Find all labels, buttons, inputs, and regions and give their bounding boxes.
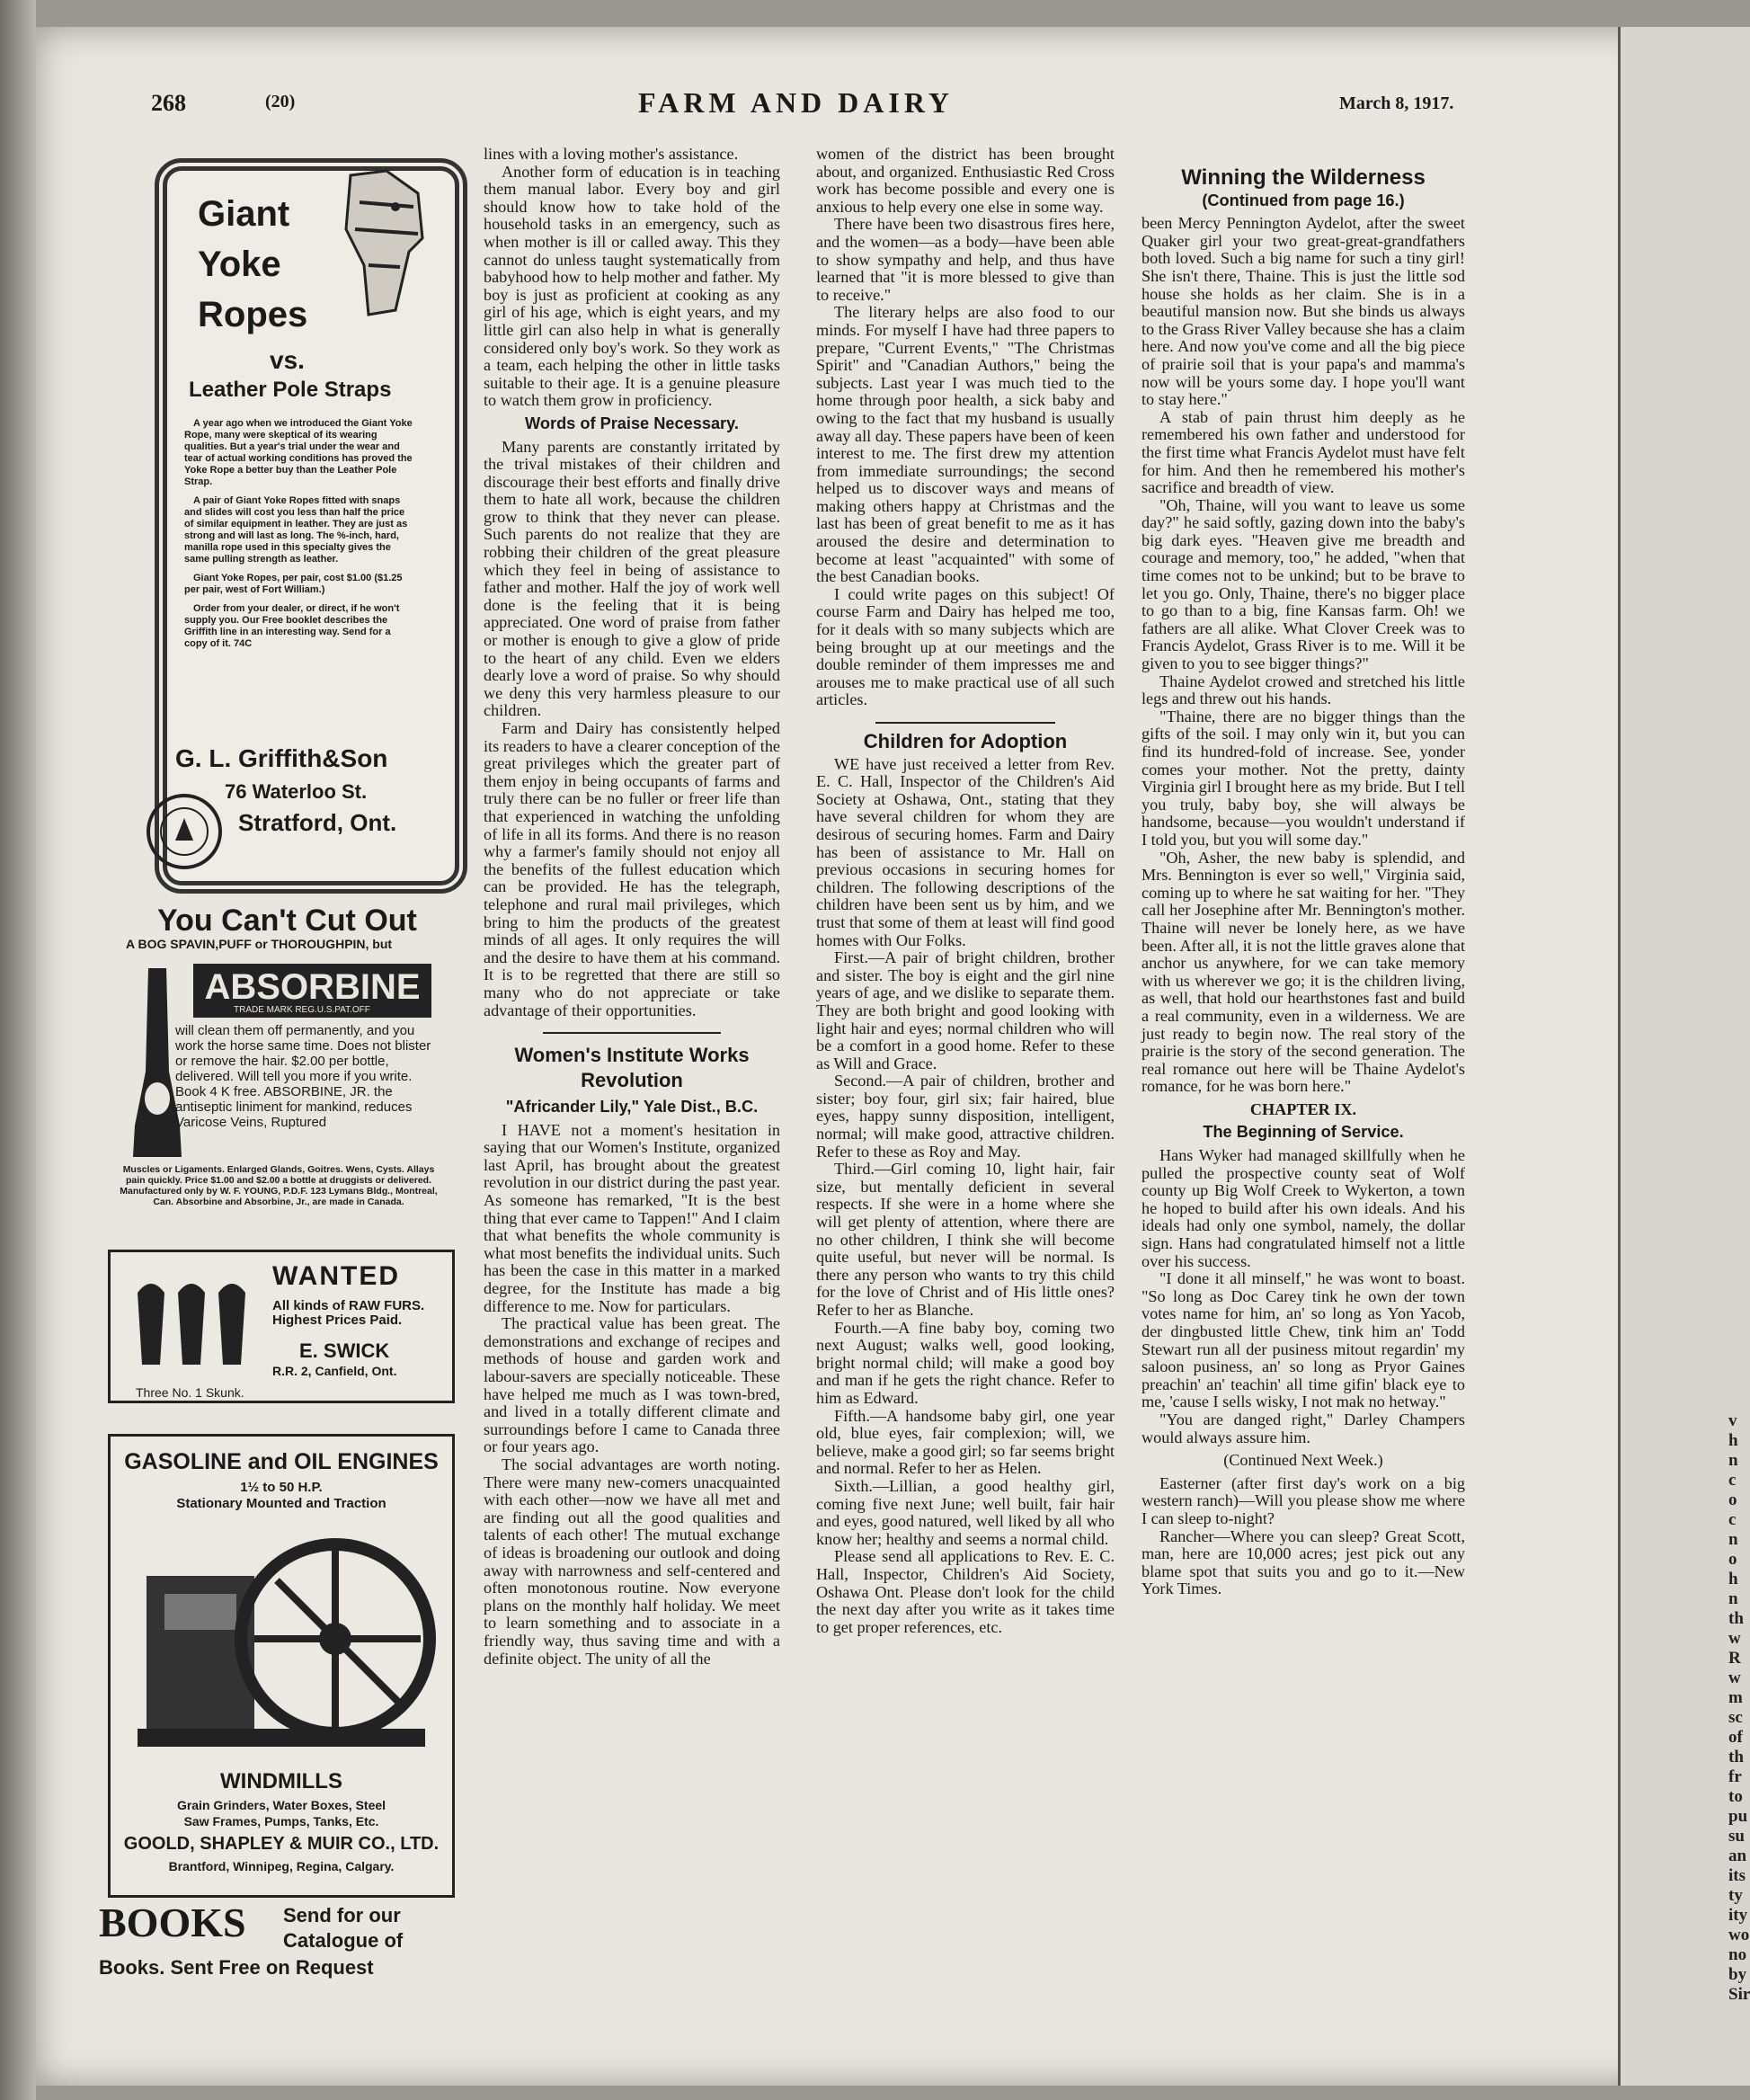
adjacent-page-fragment: Sir (1728, 1985, 1750, 2004)
gasoline-engines-ad (108, 1434, 455, 1898)
adjacent-page-fragment: c (1728, 1471, 1737, 1490)
gas-products-1: Grain Grinders, Water Boxes, Steel (176, 1798, 386, 1812)
gas-cities: Brantford, Winnipeg, Regina, Calgary. (168, 1859, 395, 1873)
wanted-title: WANTED (272, 1261, 400, 1291)
yoke-subtitle: Leather Pole Straps (189, 378, 392, 402)
section-heading: Words of Praise Necessary. (525, 414, 739, 432)
adjacent-page-fragment: to (1728, 1787, 1743, 1806)
yoke-body-paragraph: Giant Yoke Ropes, per pair, cost $1.00 ($1.25 per pair, west of Fort William.) (184, 573, 403, 595)
absorbine-subheadline: A BOG SPAVIN,PUFF or THOROUGHPIN, but (126, 937, 393, 951)
griffith-seal-icon (144, 791, 225, 872)
yoke-ad-body (184, 418, 413, 657)
gas-firm: GOOLD, SHAPLEY & MUIR CO., LTD. (123, 1834, 440, 1854)
article-heading: Children for Adoption (863, 730, 1068, 752)
paragraph: Many parents are constantly irritated by the trival mistakes of their children and discourage their best efforts and finally drive them to hate all work, because the children grow to think that they never can please. Such parents do not realize that they are robbing their children of the great pleasure which they feel in being of assistance to father and mother. Half the joy of work well done is the feeling that it is being appreciated. One word of praise from father or mother is enough to give a glow of pride to the heart of any child. Even we elders dearly love a word of praise. So why should we deny this very harmless pleasure to our children. (484, 437, 780, 720)
paragraph: First.—A pair of bright children, brother and sister. The boy is eight and the girl nine years of age, and we dislike to separate them. They are both bright and good looking with light hair and eyes; normal children who will be a comfort in a good home. Refer to these as Will and Grace. (816, 948, 1115, 1072)
adjacent-page-fragment: v (1728, 1411, 1737, 1430)
article-heading: Women's Institute Works Revolution (514, 1044, 750, 1092)
books-title: BOOKS (99, 1900, 246, 1945)
adjacent-page-fragment: of (1728, 1728, 1743, 1747)
paragraph: There have been two disastrous fires here, and the women—as a body—have been able to show sympathy and help, and thus have learned that "it is more blessed to give than to receive." (816, 215, 1115, 304)
chapter-title: The Beginning of Service. (1203, 1123, 1404, 1142)
yoke-city: Stratford, Ont. (238, 809, 397, 836)
paragraph: "Thaine, there are no bigger things than the gifts of the soil. I may only win it, but you can find its hundred-fold of increase. See, yonder comes your mother. Not the pretty, dainty Virginia girl I brought here as my bride. But I tell you truly, baby boy, she will always be handsome, because—you wouldn't understand if I told you, but you will some day." (1141, 707, 1465, 849)
paragraph: Farm and Dairy has consistently helped its readers to have a clearer conception of the great privileges which the greater part of them enjoy in being occupants of farms and truly there can be no fuller or freer life than that experienced in watching the unfolding of life in all its forms. And there is no reason why a farmer's family should not enjoy all the benefits of the fullest education which can be provided. He has the telegraph, telephone and rural mail privileges, which bring to him the products of the greatest minds of all ages. It only requires the will and the desire to have them at his command. It is to be regretted that there are still so many who do not appreciate or take advantage of their opportunities. (484, 719, 780, 1019)
adjacent-page-fragment: su (1728, 1827, 1745, 1846)
yoke-ad-title (198, 189, 307, 340)
adjacent-page-fragment: m (1728, 1688, 1743, 1707)
gas-range: 1½ to 50 H.P. (240, 1480, 323, 1495)
paragraph: Another form of education is in teaching them manual labor. Every boy and girl should know how to take hold of the household tasks in an emergency, such as when mother is ill or called away. This they cannot do unless taught systematically from babyhood how to help mother and father. My boy is just as proficient at cooking as any girl of his age, which is eight years, and my little girl can also help in what is generally considered only boy's work. So they work as a team, each helping the other in little tasks suitable to their age. It is a genuine pleasure to watch them grow in proficiency. (484, 162, 780, 410)
absorbine-fineprint: Muscles or Ligaments. Enlarged Glands, Goitres. Wens, Cysts. Allays pain quickly. Price $1.00 and $2.00 a bottle at druggists or delivered. Manufactured only by W. F. YOUNG, P.D.F. 123 Lymans Bldg., Montreal, Can. Absorbine and Absorbine, Jr., are made in Canada. (120, 1164, 438, 1207)
adjacent-page-fragment: R (1728, 1649, 1741, 1668)
paragraph: WE have just received a letter from Rev. E. C. Hall, Inspector of the Children's Aid Society at Oshawa, Ont., stating that they have several children for whom they are desirous of securing homes. Farm and Dairy has been of assistance to Mr. Hall on previous occasions in securing homes for children. The following descriptions of the children have been sent us by him, and we trust that some of them at least will find good homes with Our Folks. (816, 754, 1115, 949)
adjacent-page-fragment: ity (1728, 1906, 1748, 1925)
continued-next-note: (Continued Next Week.) (1223, 1451, 1383, 1470)
adjacent-page-fragment: sc (1728, 1708, 1743, 1727)
yoke-title-line: Giant (198, 194, 290, 234)
paragraph: The practical value has been great. The demonstrations and exchange of recipes and methods of house and garden work and labour-savers are specially noticeable. These have helped me much as I was town-bred, and lived in a totally different climate and surroundings before I came to Canada three or four years ago. (484, 1314, 780, 1456)
books-line: Send for our (283, 1904, 401, 1926)
continuation-note: (Continued from page 16.) (1202, 191, 1405, 209)
yoke-body-paragraph: A pair of Giant Yoke Ropes fitted with snaps and slides will cost you less than half the price of similar equipment in leather. They are just as strong and will last as long. The %-inch, hard, manilla rope used in this specialty gives the same pulling strength as leather. (184, 495, 408, 565)
yoke-body-paragraph: Order from your dealer, or direct, if he won't supply you. Our Free booklet describes the Griffith line in an interesting way. Send for a copy of it. 74C (184, 603, 400, 649)
adjacent-page-edge (1618, 27, 1750, 2086)
paragraph: I could write pages on this subject! Of course Farm and Dairy has helped me too, for it deals with so many subjects which are being brought up at our meetings and the double reminder of them impresses me and arouses me to make practical use of all such articles. (816, 584, 1115, 709)
adjacent-page-fragment: wo (1728, 1926, 1750, 1944)
adjacent-page-fragment: ty (1728, 1886, 1743, 1905)
chapter-number: CHAPTER IX. (1249, 1099, 1357, 1118)
gas-windmills: WINDMILLS (220, 1769, 342, 1793)
adjacent-page-fragment: c (1728, 1510, 1737, 1529)
adjacent-page-fragment: o (1728, 1550, 1737, 1569)
paragraph: "Oh, Thaine, will you want to leave us some day?" he said softly, gazing down into the baby's big dark eyes. "Heaven give me breadth and courage and memory, too," he added, "when that time comes not to be unkind; but to be brave to let you go. Only, Thaine, there's no bigger place to go than to a big, fine Kansas farm. Oh! we fathers are all alike. What Clover Creek was to Francis Aydelot, Grass River is to me. Will it be given to you to see bigger things?" (1141, 495, 1465, 673)
scan-margin (0, 0, 36, 2100)
paragraph: Fifth.—A handsome baby girl, one year old, blue eyes, fair complexion; will, we believe, make a good girl; so far seems bright and normal. Refer to her as Helen. (816, 1406, 1115, 1478)
adjacent-page-fragment: th (1728, 1609, 1744, 1628)
adjacent-page-fragment: h (1728, 1570, 1738, 1588)
page-header (99, 79, 1465, 124)
issue-number: (20) (265, 92, 296, 111)
issue-date: March 8, 1917. (1339, 93, 1454, 113)
paragraph: Second.—A pair of children, brother and sister; boy four, girl six; fair haired, blue eyes, happy sunny disposition, intelligent, normal; will make good, attractive children. Refer to these as Roy and May. (816, 1072, 1115, 1161)
adjacent-page-fragment: th (1728, 1748, 1744, 1766)
paragraph: women of the district has been brought about, and organized. Enthusiastic Red Cross work has become possible and every one is anxious to help every one else in some way. (816, 145, 1115, 216)
wanted-body: All kinds of RAW FURS. Highest Prices Paid. (272, 1298, 425, 1328)
paper-title: FARM AND DAIRY (638, 86, 954, 119)
adjacent-page-fragment: o (1728, 1490, 1737, 1509)
wanted-address: R.R. 2, Canfield, Ont. (272, 1364, 397, 1378)
books-ad (99, 1899, 454, 1989)
fur-pelts-icon (129, 1275, 263, 1374)
paragraph: Easterner (after first day's work on a big western ranch)—Will you please show me where I can sleep to-night? (1141, 1473, 1465, 1527)
adjacent-page-fragment: n (1728, 1530, 1738, 1549)
adjacent-page-fragment: w (1728, 1629, 1741, 1648)
books-line: Books. Sent Free on Request (99, 1956, 374, 1979)
paragraph: lines with a loving mother's assistance. (484, 145, 739, 163)
paragraph: Hans Wyker had managed skillfully when he pulled the prospective county seat of Wolf county up Big Wolf Creek to Wykerton, a town he hoped to build after his own ideals. And his ideals had only one symbol, namely, the dollar sign. Hans had congratulated himself not a little over his success. (1141, 1146, 1465, 1270)
paragraph: "You are danged right," Darley Champers would always assure him. (1141, 1410, 1465, 1446)
divider (875, 722, 1054, 724)
adjacent-page-fragment: by (1728, 1965, 1747, 1984)
yoke-title-line: Yoke (198, 245, 281, 284)
adjacent-page-fragment: n (1728, 1451, 1738, 1470)
paragraph: "I done it all minself," he was wont to boast. "So long as Doc Carey tink he own der town votes name for him, an' so long as Yon Yacob, der dingbusted little Chew, tink him an' Todd Stewart run all der pusiness mitout regardin' my saloon pusiness, an' so long as Pryor Gaines preachin' an' teachin' all time gifin' black eye to me, 'cause I sells wisky, I not mak no hetway." (1141, 1269, 1465, 1411)
paragraph: been Mercy Pennington Aydelot, after the sweet Quaker girl your two great-great-grandfathers both loved. Such a big name for such a tiny girl! She isn't there, Thaine. This is just the little sod house she holds as her claim. She is in a beautiful mansion now. But she binds us always to the Grass River Valley because she has a claim here. And now you've come and all the big piece of prairie soil that is your papa's and mamma's now will be yours some day. I hope you'll want to stay here." (1141, 214, 1465, 409)
article-column-3 (816, 146, 1115, 1636)
wanted-footer: Three No. 1 Skunk. (136, 1385, 244, 1400)
paragraph: Please send all applications to Rev. E. C. Hall, Inspector, Children's Aid Society, Oshawa Ont. Please don't look for the child the next day after you write as it takes time to get proper references, etc. (816, 1547, 1115, 1636)
absorbine-trademark: TRADE MARK REG.U.S.PAT.OFF (234, 1005, 370, 1015)
gas-products-2: Saw Frames, Pumps, Tanks, Etc. (183, 1814, 379, 1829)
absorbine-brand: ABSORBINE (193, 964, 431, 1018)
absorbine-body: will clean them off permanently, and you work the horse same time. Does not blister or remove the hair. $2.00 per bottle, delivered. Will tell you more if you write. Book 4 K free. ABSORBINE, JR. the antiseptic liniment for mankind, reduces Varicose Veins, Ruptured (175, 1023, 431, 1130)
adjacent-page-fragment: w (1728, 1668, 1741, 1687)
wanted-furs-ad (108, 1250, 455, 1403)
adjacent-page-fragment: pu (1728, 1807, 1748, 1826)
yoke-address: 76 Waterloo St. (225, 780, 368, 803)
paragraph: I HAVE not a moment's hesitation in saying that our Women's Institute, organized last April, has brought about the greatest revolution in our district during the past year. As someone has remarked, "It is the best thing that ever came to Tappen!" And I claim that what benefits the whole community is what most benefits the individual units. Such has been the case in this matter in a marked degree, for the Institute has made a big difference to me. Now for particulars. (484, 1120, 780, 1315)
paragraph: "Oh, Asher, the new baby is splendid, and Mrs. Bennington is ever so well," Virginia said, coming up to where he sat waiting for her. "They call her Josephine after Mr. Bennington's mother. Thaine will never be lonely here, as we have been. After all, it is not the little graves alone that anchor us anywhere, for we can take memory with us wherever we go; it is the children living, as well, that hold our hearthstones fast and build a real community, even in a wilderness. We are just ready to begin now. The real story of the prairie is the story of the second generation. The real romance out here will be Thaine Aydelot's romance, for he was born here." (1141, 848, 1465, 1096)
adjacent-page-fragment: fr (1728, 1767, 1742, 1786)
article-column-4 (1141, 164, 1465, 1598)
gas-title: GASOLINE and OIL ENGINES (124, 1449, 439, 1474)
paragraph: The social advantages are worth noting. There were many new-comers unacquainted with each other—now we have all met and are finding out all the good qualities and talents of each other! The mutual exchange of ideas is broadening our outlook and doing away with narrowness and self-centered and often monotonous routine. Now everyone plans on the monthly half holiday. We meet to learn something and to associate in a friendly way, thus saving time and with a definite object. The unity of all the (484, 1455, 780, 1668)
paragraph: A stab of pain thrust him deeply as he remembered his own father and understood for the first time what Francis Aydelot must have felt for him. And then he remembered his mother's sacrifice and breadth of view. (1141, 407, 1465, 497)
byline: "Africander Lily," Yale Dist., B.C. (505, 1098, 759, 1117)
adjacent-page-fragment: its (1728, 1866, 1746, 1885)
wanted-name: E. SWICK (299, 1339, 390, 1362)
adjacent-page-fragment: no (1728, 1945, 1747, 1964)
adjacent-page-fragment: n (1728, 1589, 1738, 1608)
paragraph: Thaine Aydelot crowed and stretched his little legs and threw out his hands. (1141, 672, 1465, 708)
yoke-firm: G. L. Griffith&Son (175, 744, 388, 772)
article-heading: Winning the Wilderness (1181, 165, 1426, 190)
yoke-body-paragraph: A year ago when we introduced the Giant Yoke Rope, many were skeptical of its wearing qualities. But a year's trial under the wear and tear of actual working conditions has proved the Yoke Rope a better buy than the Leather Pole Strap. (184, 418, 413, 487)
paragraph: Sixth.—Lillian, a good healthy girl, coming five next June; well built, fair hair and eyes, good natured, well liked by all who know her; healthy and seems a normal child. (816, 1476, 1115, 1548)
gas-types: Stationary Mounted and Traction (176, 1496, 386, 1511)
paragraph: The literary helps are also food to our minds. For myself I have had three papers to prepare, "Current Events," "The Christmas Spirit" and "Canadian Authors," being the subjects. Last year I was much tied to the home through poor health, a sick baby and owing to the fact that my husband is usually away all day. These papers have been of keen interest to me. The first drew my attention from immediate surroundings; the second helped us to discover ways and means of making others happy at Christmas and the last has been of great benefit to me as it has aroused the desire and determination to become at least "acquainted" with some of the best Canadian books. (816, 303, 1115, 586)
article-column-2 (484, 146, 780, 1668)
paragraph: Fourth.—A fine baby boy, coming two next August; walks well, good looking, bright normal child; will make a good boy and man if he gets the right chance. Refer to him as Edward. (816, 1318, 1115, 1407)
adjacent-page-fragment: an (1728, 1846, 1747, 1865)
books-line: Catalogue of (283, 1929, 404, 1952)
yoke-vs: vs. (270, 346, 305, 374)
yoke-title-line: Ropes (198, 295, 308, 334)
absorbine-headline: You Can't Cut Out (157, 903, 417, 938)
gasoline-engine-icon (129, 1522, 434, 1756)
horse-head-icon (333, 166, 431, 324)
paragraph: Rancher—Where you can sleep? Great Scott, man, here are 10,000 acres; jest pick out any blame spot that suits you and go to it.—New York Times. (1141, 1526, 1465, 1598)
paragraph: Third.—Girl coming 10, light hair, fair size, but mentally deficient in several respects. If she were in a home where she will get plenty of attention, where there are no other children, I think she will become quite useful, but never will be normal. Is there any person who wants to try this child for the love of Christ and of His little ones? Refer to her as Blanche. (816, 1160, 1115, 1319)
divider (543, 1032, 721, 1034)
adjacent-page-fragment: h (1728, 1431, 1738, 1450)
page-number: 268 (151, 90, 186, 116)
